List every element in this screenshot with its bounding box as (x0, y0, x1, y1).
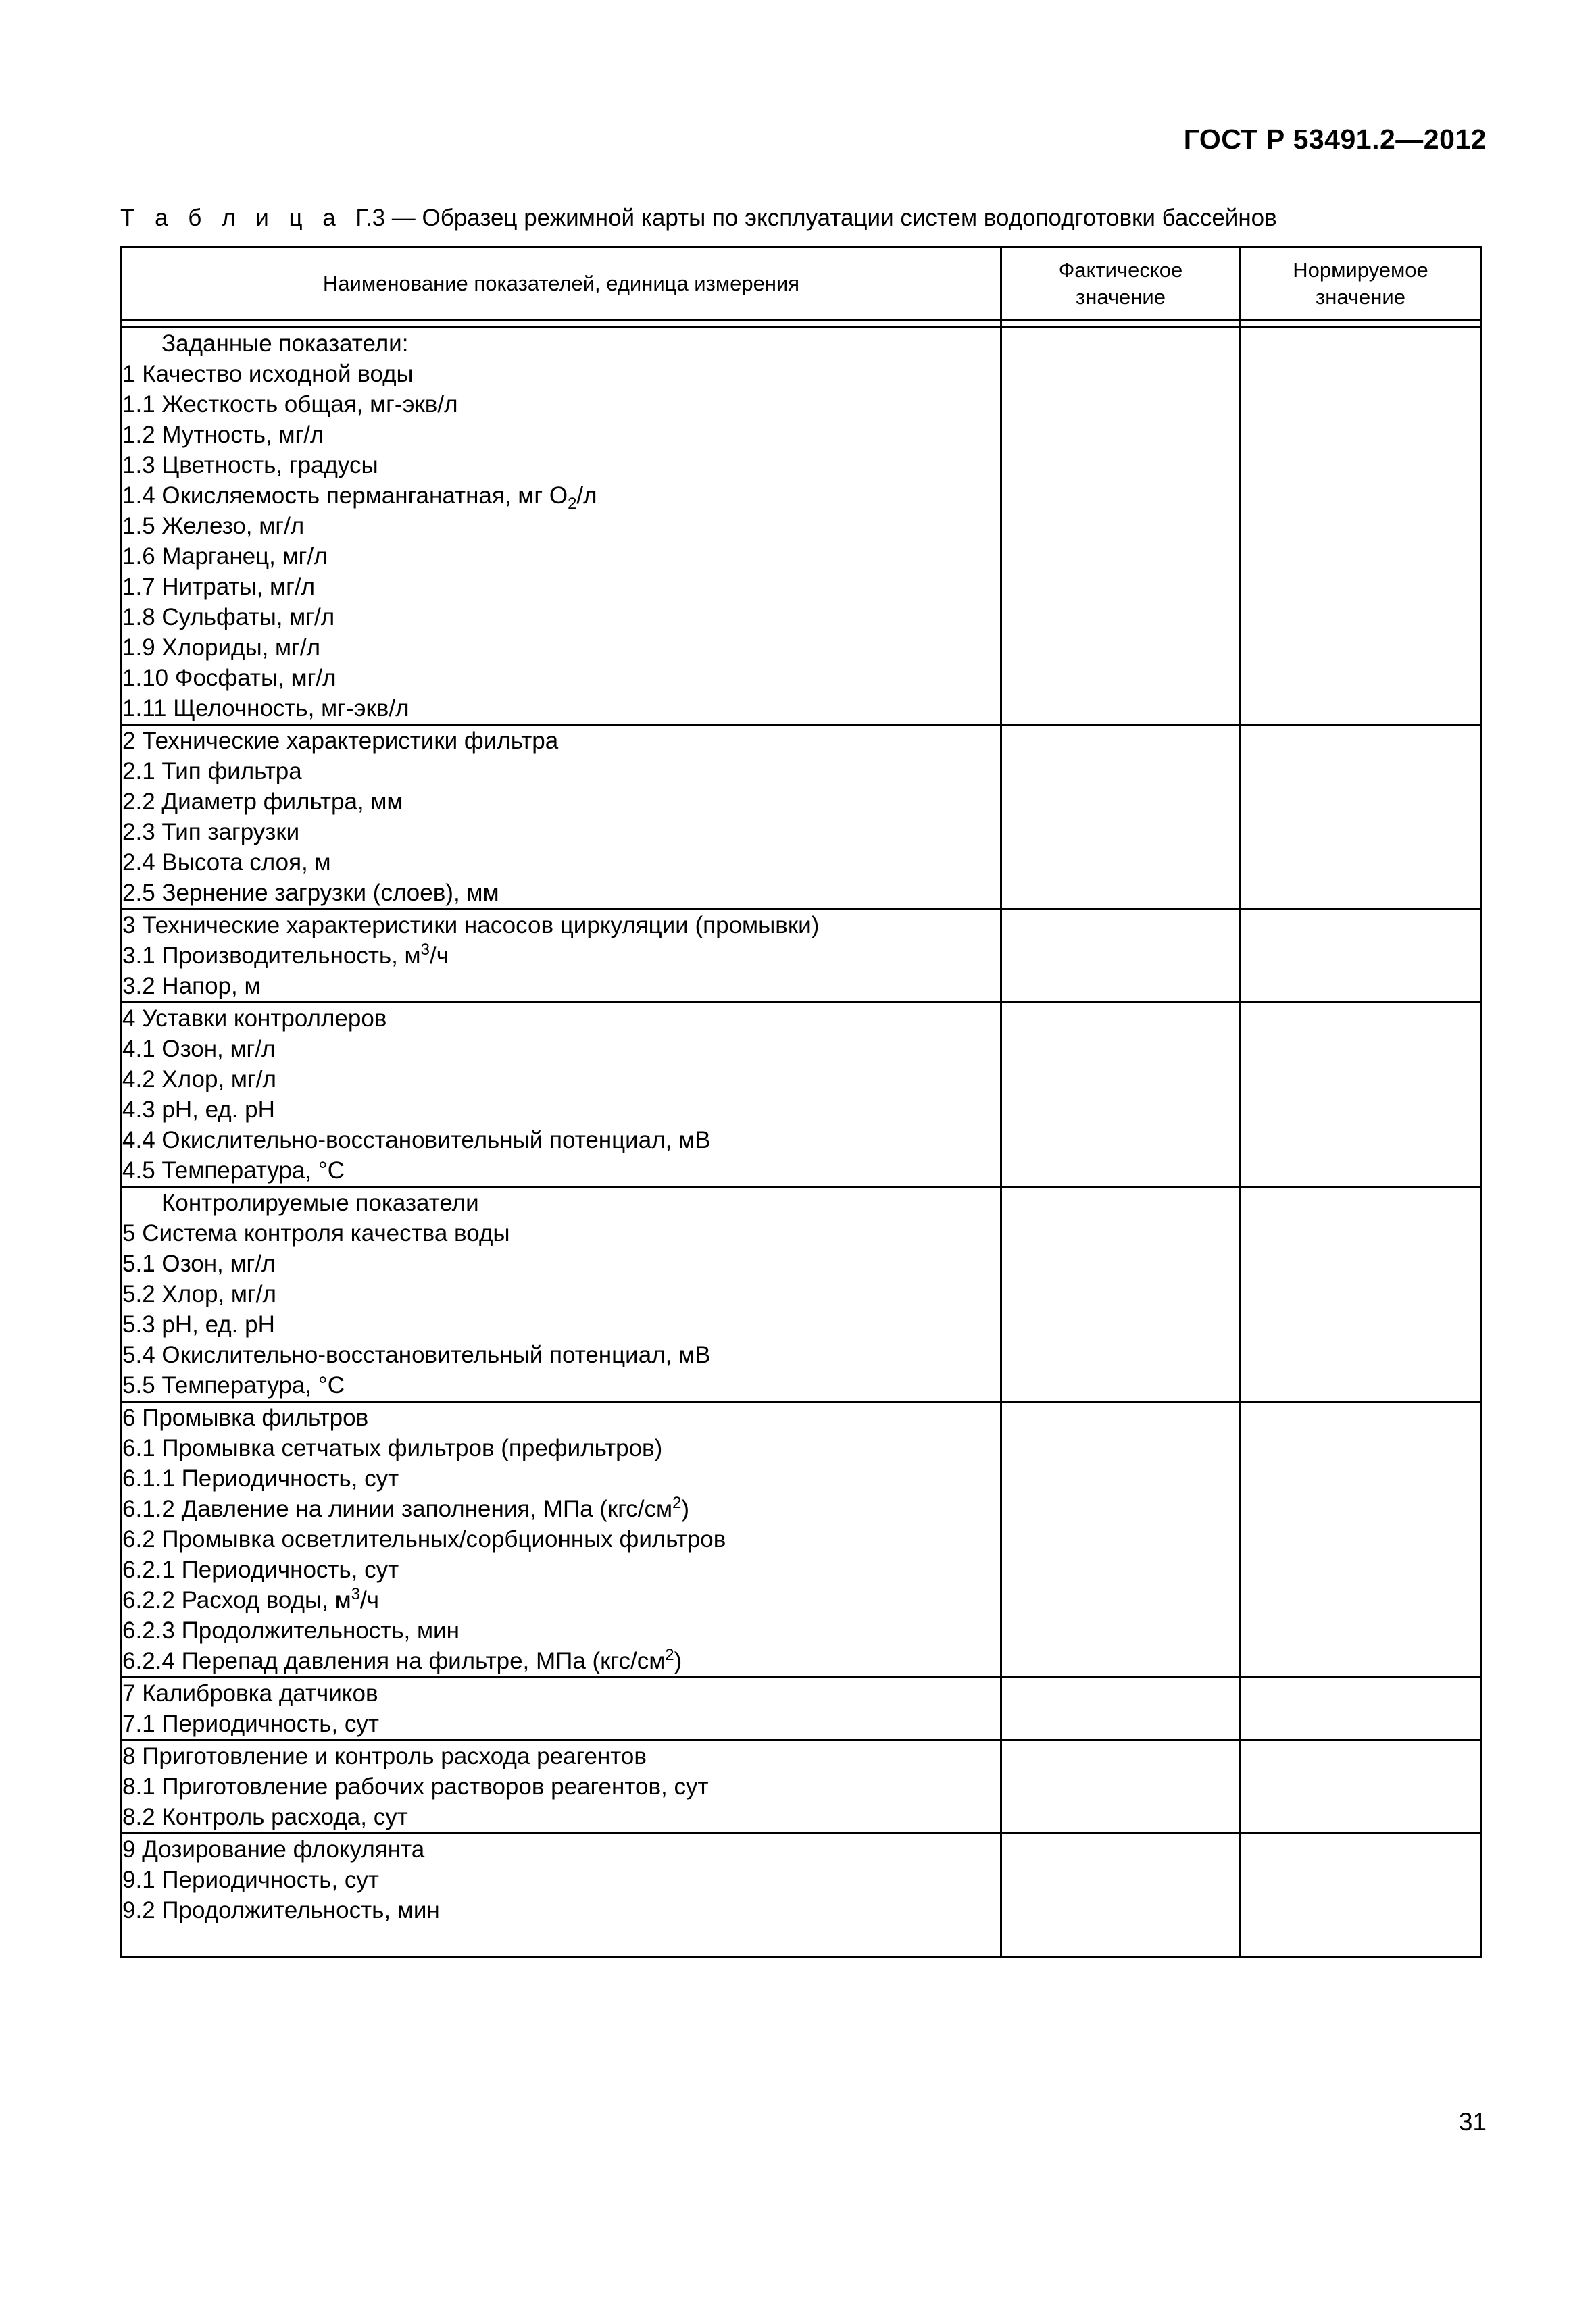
indicator-line: 1.5 Железо, мг/л (122, 513, 305, 539)
header-line: значение (1076, 284, 1166, 309)
normative-value-cell (1241, 1003, 1481, 1187)
table-row (122, 1740, 1481, 1834)
indicator-line: 4.2 Хлор, мг/л (122, 1066, 276, 1092)
normative-value-cell (1241, 725, 1481, 909)
indicator-line: 2 Технические характеристики фильтра (122, 728, 559, 754)
table-row (122, 1678, 1481, 1740)
header-indicators (122, 247, 1001, 320)
table-row (122, 1834, 1481, 1957)
caption-label: Т а б л и ц а (120, 205, 343, 231)
actual-value-cell (1001, 1834, 1241, 1957)
indicator-line: 2.3 Тип загрузки (122, 819, 300, 845)
indicator-line: 3 Технические характеристики насосов циркуляции (промывки) (122, 912, 820, 938)
table-row (122, 725, 1481, 909)
header-line: Наименование показателей, единица измерения (322, 271, 800, 295)
caption-text: Г.3 — Образец режимной карты по эксплуатации систем водоподготовки бассейнов (355, 205, 1277, 231)
normative-value-cell (1241, 909, 1481, 1003)
actual-value-cell (1001, 1678, 1241, 1740)
indicator-line: 1.2 Мутность, мг/л (122, 422, 324, 448)
document-code: ГОСТ Р 53491.2—2012 (1183, 124, 1487, 155)
indicator-names-cell (122, 1402, 1001, 1678)
table-caption (120, 205, 1277, 232)
normative-value-cell (1241, 1402, 1481, 1678)
indicator-line: Заданные показатели: (161, 330, 409, 357)
indicator-line: 6.1.1 Периодичность, сут (122, 1465, 399, 1492)
indicator-names-cell (122, 909, 1001, 1003)
indicator-line: 5.4 Окислительно-восстановительный потенциал, мВ (122, 1342, 711, 1368)
normative-value-cell (1241, 1678, 1481, 1740)
indicator-line: 1.8 Сульфаты, мг/л (122, 604, 335, 630)
indicator-line: 1 Качество исходной воды (122, 361, 414, 387)
indicator-line: 6.2.3 Продолжительность, мин (122, 1617, 459, 1644)
indicator-line: 6.1 Промывка сетчатых фильтров (префильтров) (122, 1435, 663, 1461)
indicator-line: 6.2 Промывка осветлительных/сорбционных фильтров (122, 1526, 726, 1553)
normative-value-cell (1241, 328, 1481, 725)
indicator-line: 1.4 Окисляемость перманганатная, мг $O_2/л$ (122, 482, 597, 513)
indicator-line: 5.5 Температура, °С (122, 1372, 345, 1399)
table-header-row (122, 247, 1481, 320)
indicator-names-cell (122, 328, 1001, 725)
indicator-line: 7.1 Периодичность, сут (122, 1711, 379, 1737)
indicator-line: 2.5 Зернение загрузки (слоев), мм (122, 880, 499, 906)
indicator-line: 2.4 Высота слоя, м (122, 849, 331, 876)
normative-value-cell (1241, 1834, 1481, 1957)
regime-card-table (120, 246, 1482, 1958)
indicator-line: 1.7 Нитраты, мг/л (122, 574, 316, 600)
indicator-line: 8.1 Приготовление рабочих растворов реагентов, сут (122, 1774, 709, 1800)
indicator-names-cell (122, 725, 1001, 909)
indicator-line: 8.2 Контроль расхода, сут (122, 1804, 408, 1830)
normative-value-cell (1241, 1187, 1481, 1402)
indicator-line: 6.2.4 Перепад давления на фильтре, МПа $(кгс/см^2)$ (122, 1646, 682, 1674)
indicator-line: 8 Приготовление и контроль расхода реагентов (122, 1743, 647, 1769)
indicator-line: 4 Уставки контроллеров (122, 1005, 387, 1032)
indicator-line: 7 Калибровка датчиков (122, 1680, 378, 1707)
indicator-line: 4.5 Температура, °С (122, 1157, 345, 1184)
actual-value-cell (1001, 328, 1241, 725)
header-line: Фактическое (1058, 257, 1183, 282)
table-row (122, 1187, 1481, 1402)
table-body (122, 328, 1481, 1957)
indicator-line: 3.1 Производительность, $м^3/ч$ (122, 940, 449, 969)
table-row (122, 1402, 1481, 1678)
table-row (122, 328, 1481, 725)
indicator-names-cell (122, 1834, 1001, 1957)
header-normative-value (1241, 247, 1481, 320)
header-separator-row (122, 320, 1481, 328)
indicator-names-cell (122, 1740, 1001, 1834)
page-number: 31 (1458, 2108, 1487, 2136)
header-line: значение (1316, 284, 1405, 309)
indicator-line: 9.1 Периодичность, сут (122, 1867, 379, 1893)
indicator-line: 2.2 Диаметр фильтра, мм (122, 788, 403, 815)
indicator-line: 1.10 Фосфаты, мг/л (122, 665, 336, 691)
indicator-line: 6.2.2 Расход воды, $м^3/ч$ (122, 1585, 379, 1613)
indicator-line: 5.3 pH, ед. pH (122, 1311, 275, 1338)
indicator-line: 6 Промывка фильтров (122, 1405, 369, 1431)
indicator-line: 9.2 Продолжительность, мин (122, 1897, 440, 1923)
header-line: Нормируемое (1293, 257, 1428, 282)
indicator-line: 5.1 Озон, мг/л (122, 1251, 276, 1277)
indicator-line: 3.2 Напор, м (122, 973, 261, 999)
indicator-line: 1.3 Цветность, градусы (122, 452, 378, 478)
actual-value-cell (1001, 909, 1241, 1003)
indicator-line: 4.3 pH, ед. pH (122, 1097, 275, 1123)
indicator-line: Контролируемые показатели (161, 1190, 479, 1216)
actual-value-cell (1001, 1402, 1241, 1678)
actual-value-cell (1001, 725, 1241, 909)
indicator-names-cell (122, 1003, 1001, 1187)
actual-value-cell (1001, 1187, 1241, 1402)
indicator-line: 6.2.1 Периодичность, сут (122, 1557, 399, 1583)
table-row (122, 1003, 1481, 1187)
indicator-line: 1.1 Жесткость общая, мг-экв/л (122, 391, 458, 418)
indicator-line: 9 Дозирование флокулянта (122, 1836, 425, 1863)
indicator-line: 6.1.2 Давление на линии заполнения, МПа $(кгс/см^2)$ (122, 1494, 690, 1522)
indicator-line: 4.4 Окислительно-восстановительный потенциал, мВ (122, 1127, 711, 1153)
indicator-line: 2.1 Тип фильтра (122, 758, 302, 784)
table-row (122, 909, 1481, 1003)
indicator-line: 5 Система контроля качества воды (122, 1220, 510, 1247)
indicator-line: 1.11 Щелочность, мг-экв/л (122, 695, 409, 722)
indicator-line: 1.6 Марганец, мг/л (122, 543, 328, 570)
indicator-names-cell (122, 1187, 1001, 1402)
actual-value-cell (1001, 1003, 1241, 1187)
header-actual-value (1001, 247, 1241, 320)
indicator-line: 1.9 Хлориды, мг/л (122, 634, 321, 661)
indicator-line: 5.2 Хлор, мг/л (122, 1281, 276, 1307)
indicator-line: 4.1 Озон, мг/л (122, 1036, 276, 1062)
indicator-names-cell (122, 1678, 1001, 1740)
actual-value-cell (1001, 1740, 1241, 1834)
normative-value-cell (1241, 1740, 1481, 1834)
